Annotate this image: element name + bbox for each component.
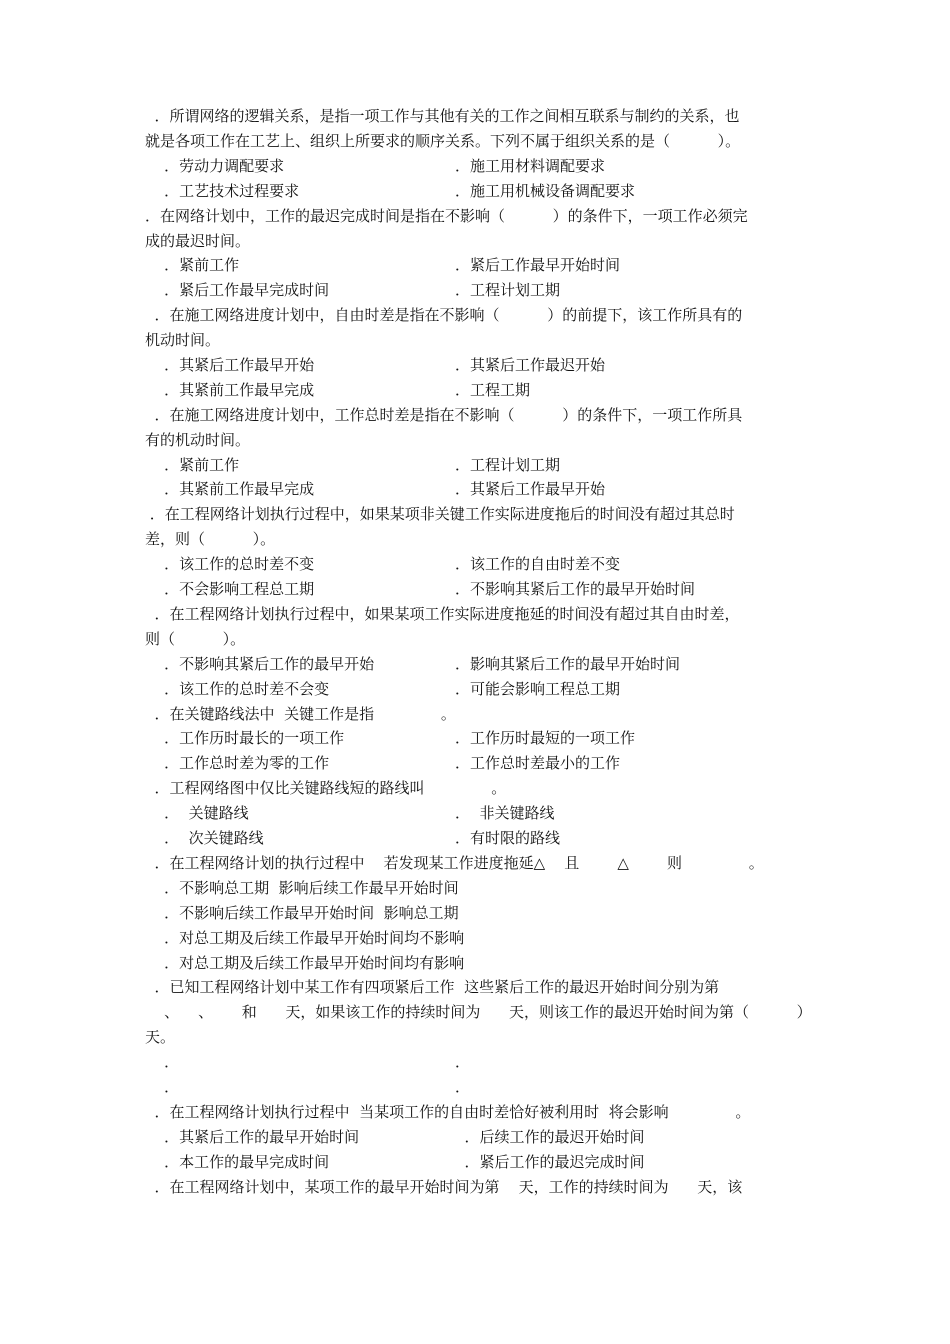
- question-10-option-2-right: ．: [455, 1078, 471, 1096]
- question-4-option-2-right: ．其紧后工作最早开始: [455, 480, 606, 498]
- question-10-option-1-left: ．: [145, 1053, 180, 1071]
- question-11-option-2-left: ．本工作的最早完成时间: [145, 1153, 330, 1171]
- question-5-option-2-left: ．不会影响工程总工期: [145, 580, 315, 598]
- question-2-stem-line-1: ．在网络计划中，工作的最迟完成时间是指在不影响（ ）的条件下，一项工作必须完: [145, 207, 748, 225]
- question-6-stem-line-1: ．在工程网络计划执行过程中，如果某项工作实际进度拖延的时间没有超过其自由时差，: [145, 605, 740, 623]
- question-5-stem-line-1: ．在工程网络计划执行过程中，如果某项非关键工作实际进度拖后的时间没有超过其总时: [145, 505, 735, 523]
- question-8-option-1-right: ． 非关键路线: [455, 804, 555, 822]
- question-10-stem-line-3: 天。: [145, 1028, 176, 1046]
- question-8-option-2-right: ．有时限的路线: [455, 829, 561, 847]
- question-7-option-1-right: ．工作历时最短的一项工作: [455, 729, 636, 747]
- question-2-option-1-left: ．紧前工作: [145, 256, 240, 274]
- question-6-option-2-right: ．可能会影响工程总工期: [455, 680, 621, 698]
- question-9-option-2-left: ．不影响后续工作最早开始时间 影响总工期: [145, 904, 459, 922]
- question-3-option-2-left: ．其紧前工作最早完成: [145, 381, 315, 399]
- question-9-option-1-left: ．不影响总工期 影响后续工作最早开始时间: [145, 879, 459, 897]
- question-9-option-3-left: ．对总工期及后续工作最早开始时间均不影响: [145, 929, 465, 947]
- question-3-stem-line-2: 机动时间。: [145, 331, 221, 349]
- question-6-stem-line-2: 则（ ）。: [145, 630, 246, 648]
- question-10-stem-line-1: ．已知工程网络计划中某工作有四项紧后工作 这些紧后工作的最迟开始时间分别为第: [145, 978, 720, 996]
- question-6-option-1-left: ．不影响其紧后工作的最早开始: [145, 655, 375, 673]
- question-7-option-2-left: ．工作总时差为零的工作: [145, 754, 330, 772]
- question-12-stem-line-1: ．在工程网络计划中，某项工作的最早开始时间为第 天，工作的持续时间为 天，该: [145, 1178, 743, 1196]
- question-11-option-1-left: ．其紧后工作的最早开始时间: [145, 1128, 360, 1146]
- question-7-option-2-right: ．工作总时差最小的工作: [455, 754, 621, 772]
- question-2-option-2-left: ．紧后工作最早完成时间: [145, 281, 330, 299]
- question-4-option-2-left: ．其紧前工作最早完成: [145, 480, 315, 498]
- question-5-option-2-right: ．不影响其紧后工作的最早开始时间: [455, 580, 696, 598]
- question-4-stem-line-2: 有的机动时间。: [145, 431, 251, 449]
- question-9-stem-line-1: ．在工程网络计划的执行过程中 若发现某工作进度拖延△ 且 △ 则 。: [145, 854, 764, 872]
- question-11-option-1-right: ．后续工作的最迟开始时间: [455, 1128, 645, 1146]
- question-2-option-2-right: ．工程计划工期: [455, 281, 561, 299]
- question-8-option-1-left: ． 关键路线: [145, 804, 249, 822]
- question-6-option-1-right: ．影响其紧后工作的最早开始时间: [455, 655, 681, 673]
- question-8-option-2-left: ． 次关键路线: [145, 829, 264, 847]
- question-7-option-1-left: ．工作历时最长的一项工作: [145, 729, 345, 747]
- question-11-stem-line-1: ．在工程网络计划执行过程中 当某项工作的自由时差恰好被利用时 将会影响 。: [145, 1103, 751, 1121]
- question-1-option-1-left: ．劳动力调配要求: [145, 157, 285, 175]
- question-5-stem-line-2: 差，则（ ）。: [145, 530, 276, 548]
- question-10-stem-line-2: 、 、 和 天，如果该工作的持续时间为 天，则该工作的最迟开始时间为第（ ）: [145, 1003, 812, 1021]
- question-11-option-2-right: ．紧后工作的最迟完成时间: [455, 1153, 645, 1171]
- question-1-option-2-right: ．施工用机械设备调配要求: [455, 182, 636, 200]
- question-3-option-2-right: ．工程工期: [455, 381, 531, 399]
- question-4-option-1-left: ．紧前工作: [145, 456, 240, 474]
- question-3-stem-line-1: ．在施工网络进度计划中，自由时差是指在不影响（ ）的前提下，该工作所具有的: [145, 306, 743, 324]
- question-4-option-1-right: ．工程计划工期: [455, 456, 561, 474]
- question-2-option-1-right: ．紧后工作最早开始时间: [455, 256, 621, 274]
- question-10-option-1-right: ．: [455, 1053, 471, 1071]
- question-1-stem-line-2: 就是各项工作在工艺上、组织上所要求的顺序关系。下列不属于组织关系的是（ ）。: [145, 132, 741, 150]
- question-3-option-1-right: ．其紧后工作最迟开始: [455, 356, 606, 374]
- question-7-stem-line-1: ．在关键路线法中 关键工作是指 。: [145, 705, 456, 723]
- question-9-option-4-left: ．对总工期及后续工作最早开始时间均有影响: [145, 954, 465, 972]
- question-6-option-2-left: ．该工作的总时差不会变: [145, 680, 330, 698]
- question-3-option-1-left: ．其紧后工作最早开始: [145, 356, 315, 374]
- question-10-option-2-left: ．: [145, 1078, 180, 1096]
- question-5-option-1-right: ．该工作的自由时差不变: [455, 555, 621, 573]
- question-1-option-1-right: ．施工用材料调配要求: [455, 157, 606, 175]
- question-1-option-2-left: ．工艺技术过程要求: [145, 182, 300, 200]
- question-8-stem-line-1: ．工程网络图中仅比关键路线短的路线叫 。: [145, 779, 507, 797]
- question-2-stem-line-2: 成的最迟时间。: [145, 232, 251, 250]
- question-4-stem-line-1: ．在施工网络进度计划中，工作总时差是指在不影响（ ）的条件下，一项工作所具: [145, 406, 743, 424]
- question-1-stem-line-1: ．所谓网络的逻辑关系，是指一项工作与其他有关的工作之间相互联系与制约的关系，也: [145, 107, 740, 125]
- question-5-option-1-left: ．该工作的总时差不变: [145, 555, 315, 573]
